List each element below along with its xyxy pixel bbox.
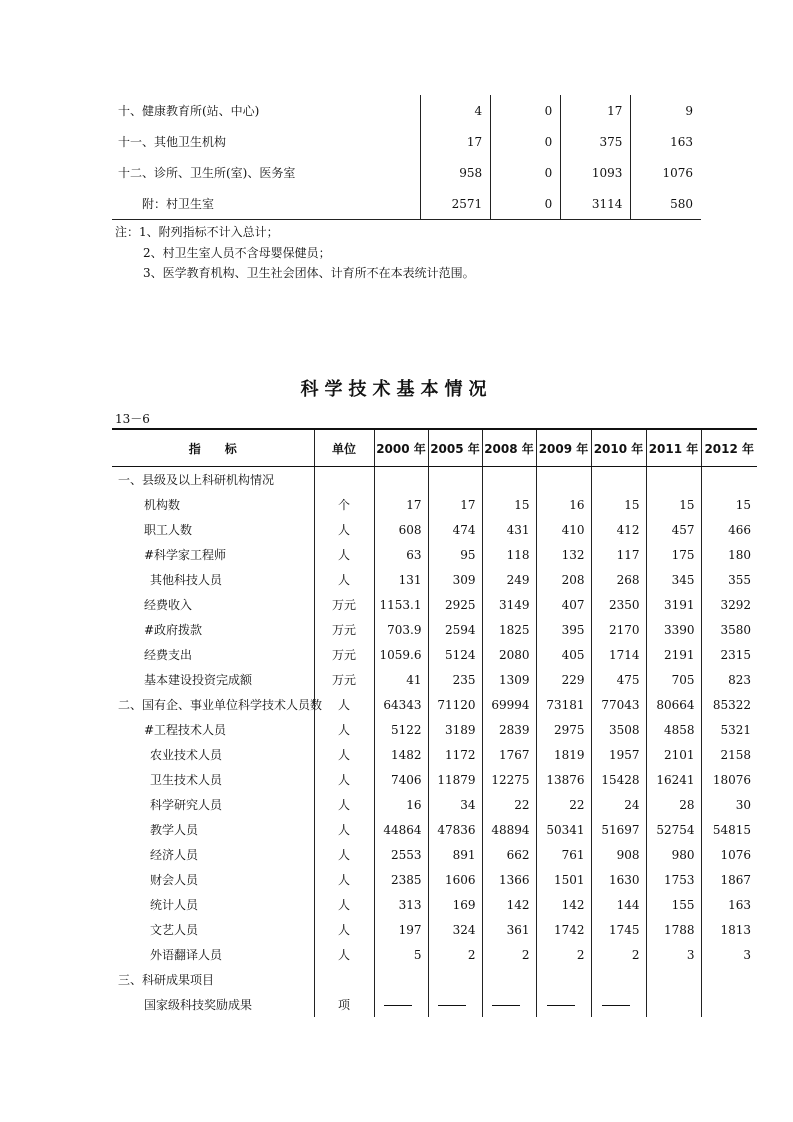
row-unit: 万元 (314, 642, 374, 667)
cell-value: 1366 (482, 867, 536, 892)
cell-value: 1309 (482, 667, 536, 692)
row-unit: 个 (314, 492, 374, 517)
cell-value: 52754 (646, 817, 701, 842)
cell-value (536, 467, 591, 493)
cell-value: 17 (428, 492, 482, 517)
cell-value: 51697 (591, 817, 646, 842)
cell-value: 15 (701, 492, 757, 517)
cell-value: 2925 (428, 592, 482, 617)
cell-value: 44864 (374, 817, 428, 842)
cell-value: 1606 (428, 867, 482, 892)
cell-value: 12275 (482, 767, 536, 792)
cell-value: 69994 (482, 692, 536, 717)
row-label: 十、健康教育所(站、中心) (118, 104, 260, 118)
row-unit: 人 (314, 692, 374, 717)
cell-value (646, 967, 701, 992)
table-row (112, 592, 757, 617)
cell-value: 4858 (646, 717, 701, 742)
header-row (112, 429, 757, 467)
cell-value: 15428 (591, 767, 646, 792)
cell-value: 15 (591, 492, 646, 517)
cell-value (428, 967, 482, 992)
cell-value: 169 (428, 892, 482, 917)
cell-value: 2571 (421, 188, 491, 220)
cell-value: 2975 (536, 717, 591, 742)
cell-value (701, 467, 757, 493)
cell-value: 761 (536, 842, 591, 867)
cell-value (374, 467, 428, 493)
row-label: #政府拨款 (144, 623, 203, 637)
table-row (112, 642, 757, 667)
cell-value: 3 (646, 942, 701, 967)
dash-mark (384, 1005, 412, 1006)
cell-value: 1172 (428, 742, 482, 767)
row-label: 职工人数 (144, 523, 193, 537)
row-label: 二、国有企、事业单位科学技术人员数 (118, 698, 323, 712)
cell-value: 249 (482, 567, 536, 592)
cell-value: 95 (428, 542, 482, 567)
table-row (112, 692, 757, 717)
cell-value: 5122 (374, 717, 428, 742)
row-label: 三、科研成果项目 (118, 973, 215, 987)
cell-value: 3149 (482, 592, 536, 617)
cell-value: 163 (631, 126, 701, 157)
row-label: 十二、诊所、卫生所(室)、医务室 (118, 166, 296, 180)
cell-value: 77043 (591, 692, 646, 717)
cell-value (701, 967, 757, 992)
row-unit: 人 (314, 742, 374, 767)
cell-value: 268 (591, 567, 646, 592)
row-unit: 人 (314, 867, 374, 892)
cell-value: 71120 (428, 692, 482, 717)
cell-value: 2191 (646, 642, 701, 667)
row-unit: 万元 (314, 592, 374, 617)
cell-value: 118 (482, 542, 536, 567)
cell-value: 410 (536, 517, 591, 542)
cell-value: 958 (421, 157, 491, 188)
cell-value: 412 (591, 517, 646, 542)
cell-value (591, 467, 646, 493)
row-label: 经费支出 (144, 648, 193, 662)
row-unit: 人 (314, 767, 374, 792)
row-unit: 万元 (314, 617, 374, 642)
cell-value (428, 467, 482, 493)
header-year: 2000 年 (374, 429, 428, 467)
health-staff-table-continuation (112, 95, 701, 220)
row-label: 文艺人员 (150, 923, 199, 937)
cell-value: 24 (591, 792, 646, 817)
cell-value: 662 (482, 842, 536, 867)
dash-mark (492, 1005, 520, 1006)
cell-value: 17 (561, 95, 631, 126)
cell-value: 30 (701, 792, 757, 817)
cell-value: 1076 (631, 157, 701, 188)
cell-value: 34 (428, 792, 482, 817)
row-label: 卫生技术人员 (150, 773, 223, 787)
row-label: 财会人员 (150, 873, 199, 887)
cell-value: 2315 (701, 642, 757, 667)
cell-value: 22 (482, 792, 536, 817)
table-row (112, 717, 757, 742)
row-label: #工程技术人员 (144, 723, 227, 737)
cell-value: 3191 (646, 592, 701, 617)
table-row (112, 567, 757, 592)
cell-value: 1059.6 (374, 642, 428, 667)
table-row (112, 617, 757, 642)
cell-value: 1076 (701, 842, 757, 867)
cell-value: 18076 (701, 767, 757, 792)
cell-value: 5321 (701, 717, 757, 742)
cell-value: 1957 (591, 742, 646, 767)
cell-value: 309 (428, 567, 482, 592)
cell-value: 0 (491, 126, 561, 157)
science-technology-table (112, 428, 757, 1017)
table-row (112, 767, 757, 792)
row-label: 农业技术人员 (150, 748, 223, 762)
cell-value: 1630 (591, 867, 646, 892)
row-unit: 人 (314, 917, 374, 942)
row-unit: 人 (314, 717, 374, 742)
cell-value: 355 (701, 567, 757, 592)
cell-value: 2553 (374, 842, 428, 867)
table-row (112, 917, 757, 942)
cell-value (482, 467, 536, 493)
cell-value: 16 (536, 492, 591, 517)
cell-value: 2170 (591, 617, 646, 642)
cell-value: 1501 (536, 867, 591, 892)
cell-value (482, 967, 536, 992)
cell-value: 1767 (482, 742, 536, 767)
row-unit: 万元 (314, 667, 374, 692)
cell-value: 11879 (428, 767, 482, 792)
cell-value (536, 992, 591, 1017)
row-unit: 人 (314, 942, 374, 967)
cell-value: 823 (701, 667, 757, 692)
cell-value: 2 (428, 942, 482, 967)
cell-value: 117 (591, 542, 646, 567)
table-row (112, 742, 757, 767)
row-unit: 人 (314, 567, 374, 592)
cell-value: 9 (631, 95, 701, 126)
cell-value: 1753 (646, 867, 701, 892)
cell-value: 2385 (374, 867, 428, 892)
cell-value: 395 (536, 617, 591, 642)
cell-value: 705 (646, 667, 701, 692)
cell-value: 1788 (646, 917, 701, 942)
cell-value (591, 992, 646, 1017)
cell-value: 208 (536, 567, 591, 592)
cell-value: 48894 (482, 817, 536, 842)
cell-value: 17 (374, 492, 428, 517)
row-unit (314, 967, 374, 992)
table-row (112, 467, 757, 493)
cell-value: 1825 (482, 617, 536, 642)
cell-value: 163 (701, 892, 757, 917)
cell-value: 1714 (591, 642, 646, 667)
cell-value: 144 (591, 892, 646, 917)
row-label: 其他科技人员 (150, 573, 223, 587)
cell-value: 80664 (646, 692, 701, 717)
row-label: 外语翻译人员 (150, 948, 223, 962)
table-row (112, 867, 757, 892)
header-year: 2010 年 (591, 429, 646, 467)
header-indicator: 指 标 (112, 429, 314, 467)
row-label: 附：村卫生室 (112, 188, 421, 220)
cell-value: 361 (482, 917, 536, 942)
cell-value: 1819 (536, 742, 591, 767)
section-title: 科学技术基本情况 (300, 379, 493, 400)
cell-value: 197 (374, 917, 428, 942)
header-year: 2012 年 (701, 429, 757, 467)
table-row (112, 542, 757, 567)
cell-value: 2594 (428, 617, 482, 642)
cell-value: 375 (561, 126, 631, 157)
table-row (112, 157, 701, 188)
cell-value: 85322 (701, 692, 757, 717)
cell-value: 3390 (646, 617, 701, 642)
row-label: 十一、其他卫生机构 (118, 135, 227, 149)
table-row (112, 892, 757, 917)
cell-value: 3580 (701, 617, 757, 642)
cell-value: 3114 (561, 188, 631, 220)
cell-value: 405 (536, 642, 591, 667)
row-label: 经费收入 (144, 598, 193, 612)
cell-value: 7406 (374, 767, 428, 792)
cell-value: 475 (591, 667, 646, 692)
header-unit: 单位 (314, 429, 374, 467)
cell-value: 608 (374, 517, 428, 542)
table-row (112, 817, 757, 842)
cell-value: 28 (646, 792, 701, 817)
cell-value: 466 (701, 517, 757, 542)
cell-value: 980 (646, 842, 701, 867)
table-row (112, 967, 757, 992)
cell-value: 0 (491, 95, 561, 126)
table-row (112, 95, 701, 126)
cell-value: 1867 (701, 867, 757, 892)
note-line: 注：1、附列指标不计入总计； (115, 225, 279, 239)
table-row (112, 842, 757, 867)
cell-value: 73181 (536, 692, 591, 717)
cell-value: 155 (646, 892, 701, 917)
row-unit: 项 (314, 992, 374, 1017)
row-unit: 人 (314, 892, 374, 917)
cell-value: 345 (646, 567, 701, 592)
cell-value: 47836 (428, 817, 482, 842)
note-line: 2、村卫生室人员不含母婴保健员； (143, 246, 331, 260)
header-year: 2008 年 (482, 429, 536, 467)
cell-value: 2 (482, 942, 536, 967)
cell-value: 2101 (646, 742, 701, 767)
cell-value: 17 (421, 126, 491, 157)
table-row (112, 667, 757, 692)
dash-mark (547, 1005, 575, 1006)
cell-value (701, 992, 757, 1017)
cell-value: 1093 (561, 157, 631, 188)
row-label: 教学人员 (150, 823, 199, 837)
cell-value: 180 (701, 542, 757, 567)
row-label: 统计人员 (150, 898, 199, 912)
cell-value: 229 (536, 667, 591, 692)
cell-value: 0 (491, 157, 561, 188)
cell-value: 580 (631, 188, 701, 220)
cell-value (646, 992, 701, 1017)
row-label: 经济人员 (150, 848, 199, 862)
cell-value (646, 467, 701, 493)
cell-value: 2080 (482, 642, 536, 667)
row-label: 国家级科技奖励成果 (144, 998, 253, 1012)
cell-value: 132 (536, 542, 591, 567)
cell-value: 4 (421, 95, 491, 126)
dash-mark (438, 1005, 466, 1006)
cell-value: 64343 (374, 692, 428, 717)
row-label: 机构数 (144, 498, 181, 512)
row-unit: 人 (314, 842, 374, 867)
cell-value: 15 (482, 492, 536, 517)
cell-value: 54815 (701, 817, 757, 842)
table-row (112, 517, 757, 542)
cell-value: 22 (536, 792, 591, 817)
table-row (112, 492, 757, 517)
cell-value (428, 992, 482, 1017)
cell-value (374, 967, 428, 992)
cell-value: 5 (374, 942, 428, 967)
header-year: 2011 年 (646, 429, 701, 467)
note-line: 3、医学教育机构、卫生社会团体、计育所不在本表统计范围。 (143, 266, 475, 280)
row-label: #科学家工程师 (144, 548, 227, 562)
dash-mark (602, 1005, 630, 1006)
table-row (112, 126, 701, 157)
table-code: 13－6 (115, 412, 150, 426)
header-year: 2005 年 (428, 429, 482, 467)
cell-value: 2 (536, 942, 591, 967)
cell-value: 908 (591, 842, 646, 867)
cell-value: 13876 (536, 767, 591, 792)
row-unit (314, 467, 374, 493)
cell-value: 3 (701, 942, 757, 967)
cell-value: 3508 (591, 717, 646, 742)
table-row (112, 188, 701, 220)
cell-value: 5124 (428, 642, 482, 667)
row-unit: 人 (314, 817, 374, 842)
header-year: 2009 年 (536, 429, 591, 467)
row-label: 一、县级及以上科研机构情况 (118, 473, 275, 487)
cell-value: 131 (374, 567, 428, 592)
cell-value: 3292 (701, 592, 757, 617)
cell-value: 891 (428, 842, 482, 867)
cell-value: 1745 (591, 917, 646, 942)
table-row (112, 942, 757, 967)
table-row (112, 792, 757, 817)
cell-value: 457 (646, 517, 701, 542)
cell-value: 407 (536, 592, 591, 617)
row-unit: 人 (314, 792, 374, 817)
cell-value (591, 967, 646, 992)
cell-value: 1813 (701, 917, 757, 942)
row-label: 科学研究人员 (150, 798, 223, 812)
cell-value: 41 (374, 667, 428, 692)
cell-value: 474 (428, 517, 482, 542)
cell-value: 1482 (374, 742, 428, 767)
cell-value: 2158 (701, 742, 757, 767)
cell-value (374, 992, 428, 1017)
cell-value: 703.9 (374, 617, 428, 642)
row-unit: 人 (314, 542, 374, 567)
cell-value: 63 (374, 542, 428, 567)
cell-value: 235 (428, 667, 482, 692)
cell-value: 2 (591, 942, 646, 967)
cell-value: 324 (428, 917, 482, 942)
cell-value: 2350 (591, 592, 646, 617)
cell-value (536, 967, 591, 992)
cell-value (482, 992, 536, 1017)
cell-value: 2839 (482, 717, 536, 742)
cell-value: 0 (491, 188, 561, 220)
cell-value: 16241 (646, 767, 701, 792)
cell-value: 142 (536, 892, 591, 917)
cell-value: 50341 (536, 817, 591, 842)
row-label: 基本建设投资完成额 (144, 673, 253, 687)
table-row (112, 992, 757, 1017)
cell-value: 431 (482, 517, 536, 542)
row-unit: 人 (314, 517, 374, 542)
cell-value: 175 (646, 542, 701, 567)
cell-value: 313 (374, 892, 428, 917)
cell-value: 1153.1 (374, 592, 428, 617)
cell-value: 3189 (428, 717, 482, 742)
cell-value: 1742 (536, 917, 591, 942)
cell-value: 15 (646, 492, 701, 517)
cell-value: 142 (482, 892, 536, 917)
cell-value: 16 (374, 792, 428, 817)
